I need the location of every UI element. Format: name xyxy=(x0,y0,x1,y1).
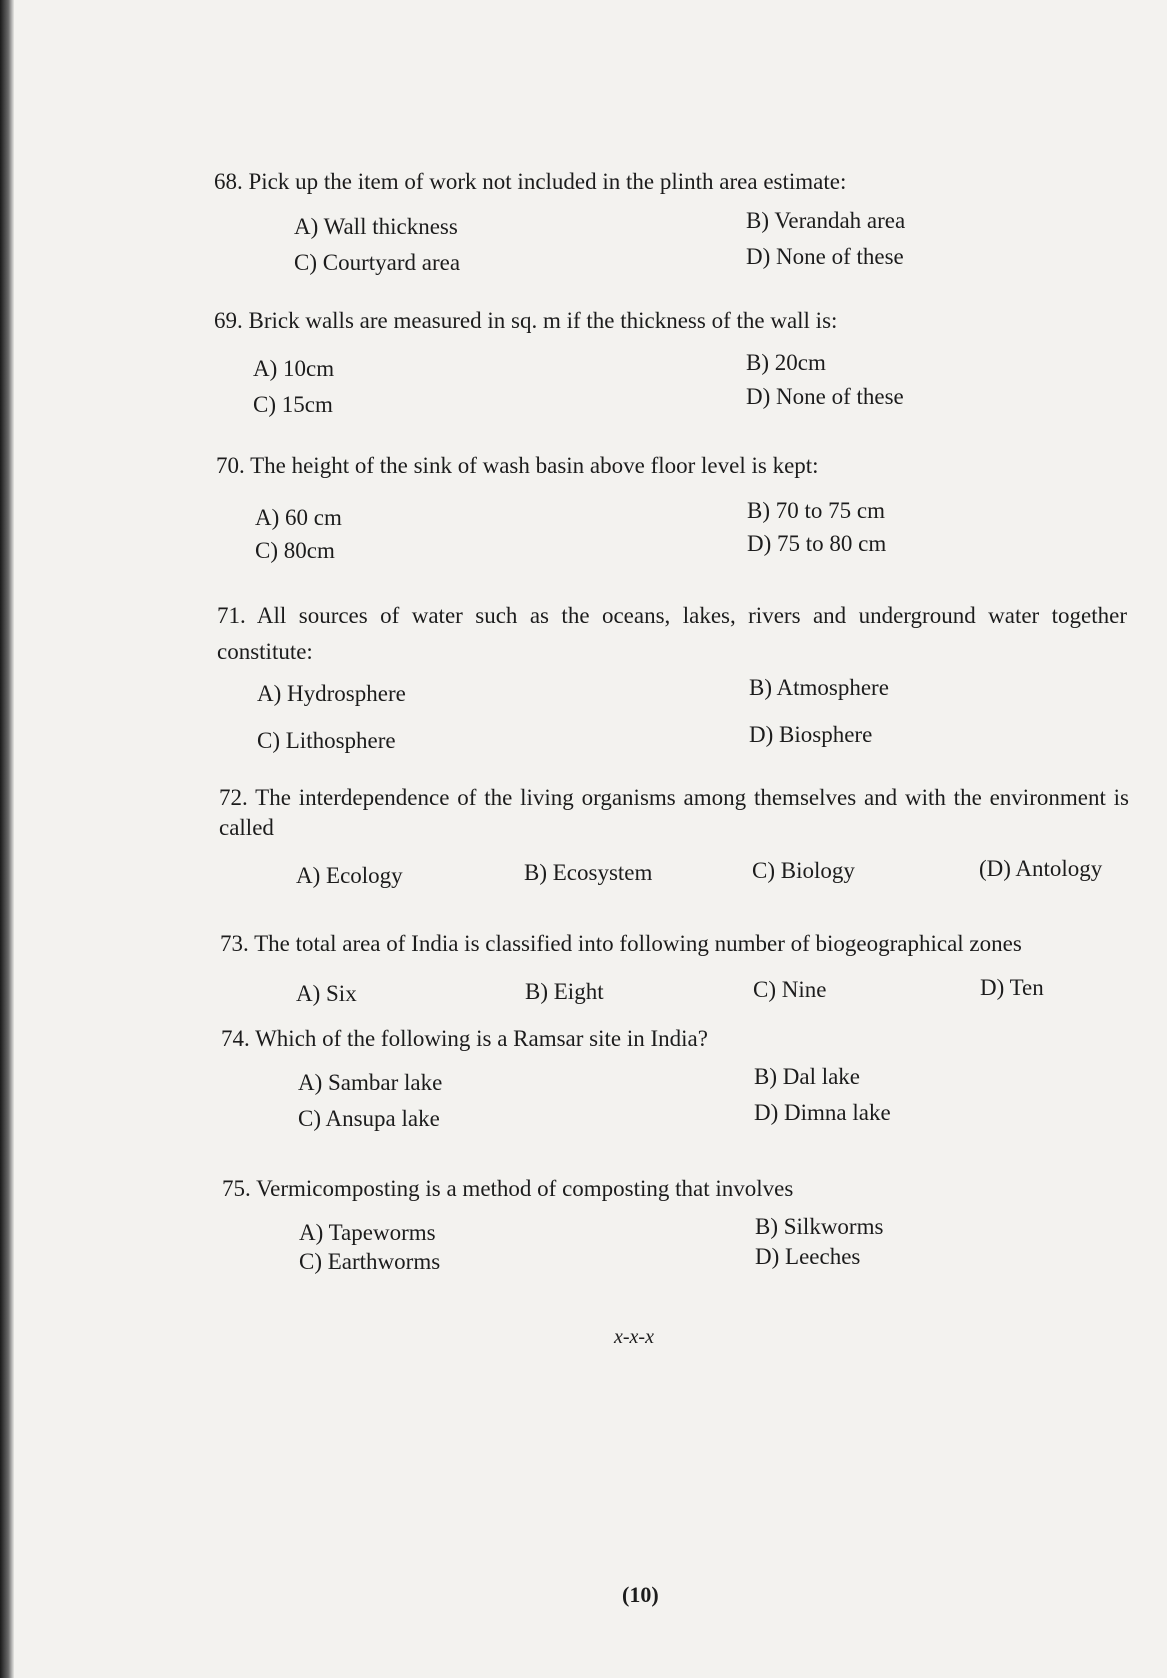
option-c: C) Courtyard area xyxy=(294,250,461,275)
option-b: B) Ecosystem xyxy=(524,860,653,885)
option-b: B) Dal lake xyxy=(754,1064,861,1089)
option-b: B) Eight xyxy=(525,979,604,1004)
option-b: B) Atmosphere xyxy=(749,675,889,700)
question-text: Pick up the item of work not included in the plinth area estimate: xyxy=(248,169,847,194)
option-d: D) Biosphere xyxy=(749,722,873,747)
option-b: B) 70 to 75 cm xyxy=(747,498,885,523)
option-a: A) Ecology xyxy=(296,863,403,888)
option-c: C) Lithosphere xyxy=(257,728,396,753)
option-a: A) Tapeworms xyxy=(299,1220,436,1245)
question-text: The total area of India is classified into following number of biogeographical zones xyxy=(254,931,1022,956)
question-71 xyxy=(217,598,1127,670)
question-number: 68. xyxy=(214,169,243,194)
question-number: 72. xyxy=(219,785,248,810)
option-c: C) Nine xyxy=(753,977,827,1002)
question-text: All sources of water such as the oceans, lakes, rivers and underground water together constitute: xyxy=(217,603,1127,664)
question-text: The height of the sink of wash basin above floor level is kept: xyxy=(250,453,819,478)
question-68 xyxy=(214,168,846,196)
question-69 xyxy=(214,307,837,335)
option-d: D) Leeches xyxy=(755,1244,861,1269)
question-text: Which of the following is a Ramsar site in India? xyxy=(255,1026,708,1051)
question-number: 70. xyxy=(216,453,245,478)
question-70 xyxy=(216,452,819,480)
end-of-section-mark: x-x-x xyxy=(614,1326,654,1348)
option-a: A) Six xyxy=(296,981,357,1006)
question-text: Brick walls are measured in sq. m if the thickness of the wall is: xyxy=(248,308,838,333)
question-75 xyxy=(222,1175,793,1203)
question-number: 73. xyxy=(220,931,249,956)
question-72 xyxy=(219,783,1129,843)
page-number: (10) xyxy=(622,1582,659,1607)
option-a: A) Sambar lake xyxy=(298,1070,443,1095)
question-number: 71. xyxy=(217,603,246,628)
option-d: (D) Antology xyxy=(979,856,1103,881)
option-c: C) Biology xyxy=(752,858,855,883)
option-c: C) 15cm xyxy=(253,392,333,417)
option-d: D) None of these xyxy=(746,244,904,269)
option-a: A) 10cm xyxy=(253,356,335,381)
option-a: A) Hydrosphere xyxy=(257,681,406,706)
question-text: Vermicomposting is a method of composting that involves xyxy=(256,1176,794,1201)
option-d: D) Dimna lake xyxy=(754,1100,891,1125)
option-c: C) Earthworms xyxy=(299,1249,441,1274)
option-a: A) Wall thickness xyxy=(294,214,458,239)
question-73 xyxy=(220,930,1022,958)
option-c: C) 80cm xyxy=(255,538,335,563)
question-text: The interdependence of the living organisms among themselves and with the environment is called xyxy=(219,785,1129,840)
option-d: D) None of these xyxy=(746,384,904,409)
option-d: D) Ten xyxy=(980,975,1044,1000)
question-74 xyxy=(221,1025,708,1053)
question-number: 75. xyxy=(222,1176,251,1201)
question-number: 69. xyxy=(214,308,243,333)
option-c: C) Ansupa lake xyxy=(298,1106,440,1131)
option-b: B) 20cm xyxy=(746,350,826,375)
option-b: B) Verandah area xyxy=(746,208,906,233)
option-d: D) 75 to 80 cm xyxy=(747,531,887,556)
option-a: A) 60 cm xyxy=(255,505,342,530)
question-number: 74. xyxy=(221,1026,250,1051)
option-b: B) Silkworms xyxy=(755,1214,884,1239)
